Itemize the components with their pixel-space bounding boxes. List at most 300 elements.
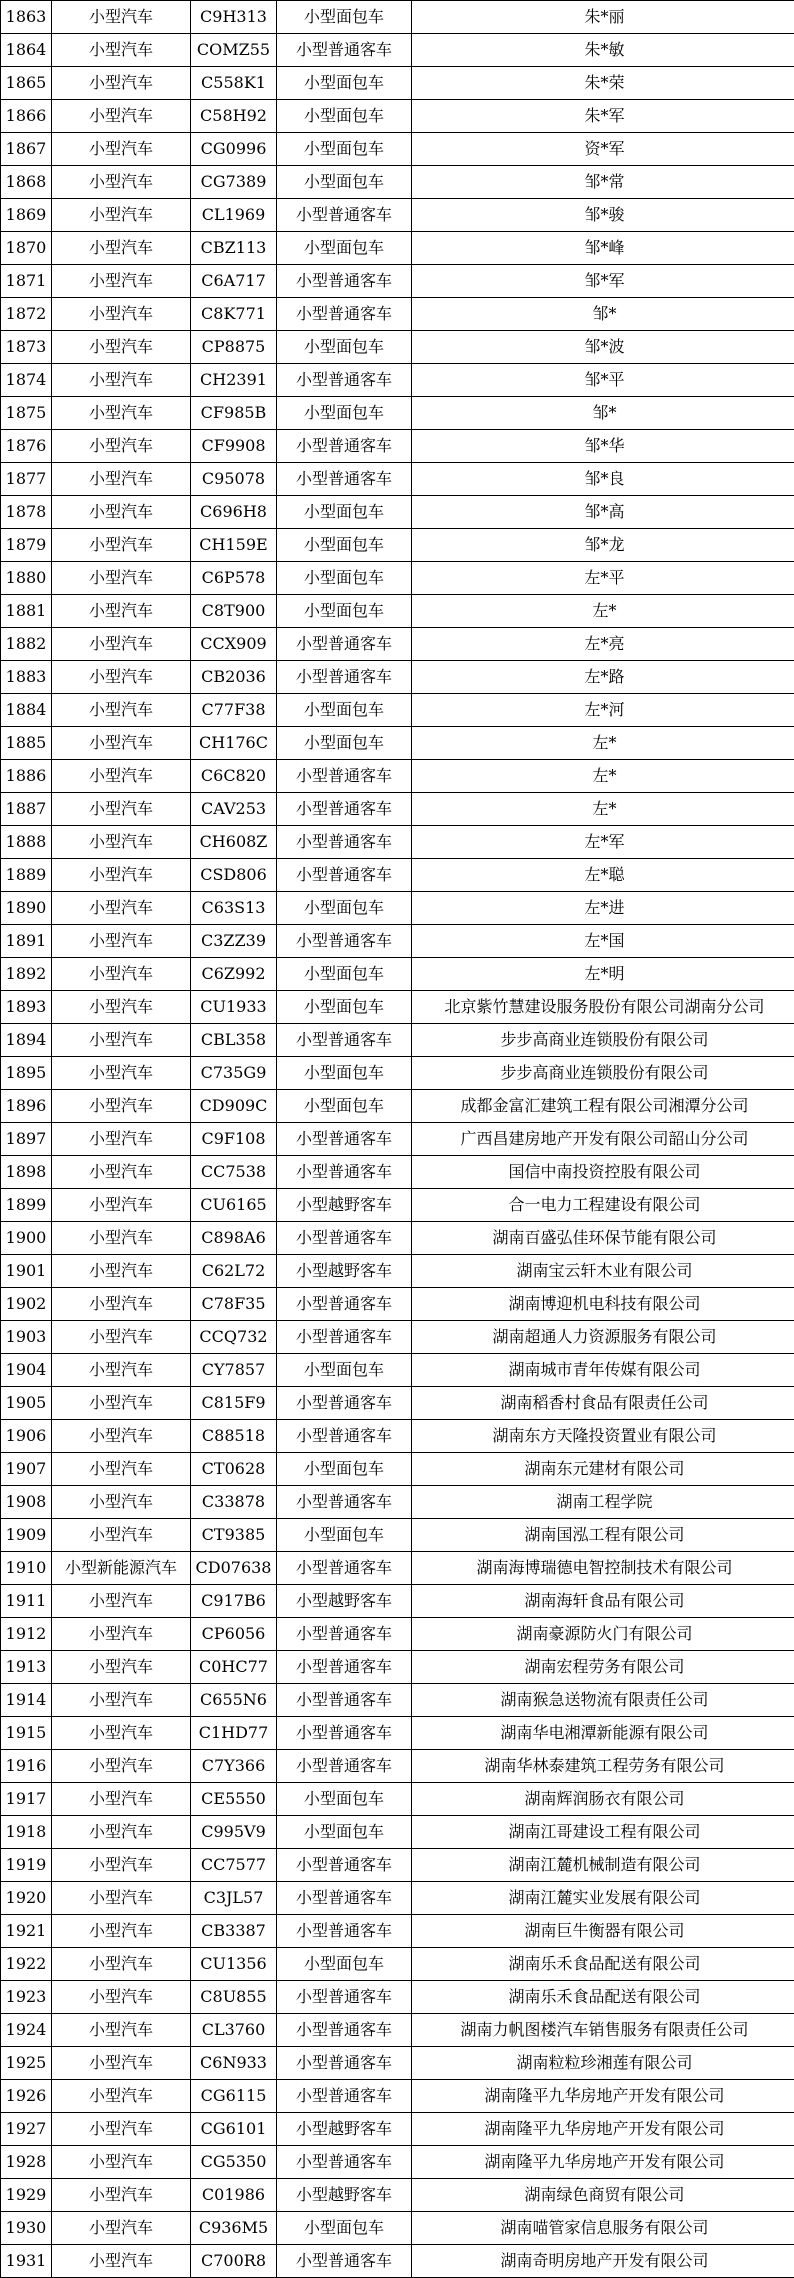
plate-number: CH608Z — [191, 826, 277, 859]
owner-name: 北京紫竹慧建设服务股份有限公司湖南分公司 — [412, 991, 794, 1024]
plate-number: C558K1 — [191, 67, 277, 100]
plate-number: CC7577 — [191, 1849, 277, 1882]
owner-name: 湖南隆平九华房地产开发有限公司 — [412, 2113, 794, 2146]
owner-name: 左*进 — [412, 892, 794, 925]
row-number: 1872 — [1, 298, 52, 331]
table-row — [1, 595, 794, 628]
row-number: 1907 — [1, 1453, 52, 1486]
row-number: 1882 — [1, 628, 52, 661]
vehicle-category: 小型汽车 — [52, 199, 191, 232]
vehicle-type: 小型普通客车 — [277, 1717, 412, 1750]
vehicle-category: 小型汽车 — [52, 1651, 191, 1684]
plate-number: C815F9 — [191, 1387, 277, 1420]
owner-name: 左*明 — [412, 958, 794, 991]
row-number: 1920 — [1, 1882, 52, 1915]
plate-number: CU1933 — [191, 991, 277, 1024]
row-number: 1884 — [1, 694, 52, 727]
owner-name: 广西昌建房地产开发有限公司韶山分公司 — [412, 1123, 794, 1156]
row-number: 1906 — [1, 1420, 52, 1453]
plate-number: CG6101 — [191, 2113, 277, 2146]
table-row — [1, 2080, 794, 2113]
table-row — [1, 463, 794, 496]
owner-name: 左*平 — [412, 562, 794, 595]
owner-name: 邹*峰 — [412, 232, 794, 265]
plate-number: CF985B — [191, 397, 277, 430]
plate-number: CD07638 — [191, 1552, 277, 1585]
row-number: 1893 — [1, 991, 52, 1024]
vehicle-type: 小型普通客车 — [277, 1981, 412, 2014]
vehicle-type: 小型面包车 — [277, 166, 412, 199]
table-row — [1, 100, 794, 133]
table-row — [1, 859, 794, 892]
row-number: 1911 — [1, 1585, 52, 1618]
table-row — [1, 166, 794, 199]
owner-name: 湖南绿色商贸有限公司 — [412, 2179, 794, 2212]
table-row — [1, 958, 794, 991]
owner-name: 湖南豪源防火门有限公司 — [412, 1618, 794, 1651]
row-number: 1924 — [1, 2014, 52, 2047]
vehicle-category: 小型汽车 — [52, 694, 191, 727]
table-row — [1, 67, 794, 100]
owner-name: 湖南超通人力资源服务有限公司 — [412, 1321, 794, 1354]
row-number: 1881 — [1, 595, 52, 628]
vehicle-category: 小型汽车 — [52, 2113, 191, 2146]
vehicle-type: 小型普通客车 — [277, 2047, 412, 2080]
table-row — [1, 1519, 794, 1552]
row-number: 1867 — [1, 133, 52, 166]
vehicle-category: 小型汽车 — [52, 1882, 191, 1915]
owner-name: 湖南粒粒珍湘莲有限公司 — [412, 2047, 794, 2080]
owner-name: 邹*华 — [412, 430, 794, 463]
vehicle-type: 小型普通客车 — [277, 265, 412, 298]
vehicle-category: 小型汽车 — [52, 430, 191, 463]
row-number: 1876 — [1, 430, 52, 463]
owner-name: 左*军 — [412, 826, 794, 859]
vehicle-category: 小型汽车 — [52, 1684, 191, 1717]
row-number: 1870 — [1, 232, 52, 265]
table-row — [1, 1717, 794, 1750]
plate-number: CT9385 — [191, 1519, 277, 1552]
vehicle-type: 小型普通客车 — [277, 1651, 412, 1684]
plate-number: CL1969 — [191, 199, 277, 232]
vehicle-type: 小型面包车 — [277, 1057, 412, 1090]
plate-number: C3JL57 — [191, 1882, 277, 1915]
vehicle-type: 小型普通客车 — [277, 2245, 412, 2278]
plate-number: C6A717 — [191, 265, 277, 298]
plate-number: CY7857 — [191, 1354, 277, 1387]
owner-name: 湖南猴急送物流有限责任公司 — [412, 1684, 794, 1717]
vehicle-type: 小型面包车 — [277, 595, 412, 628]
vehicle-type: 小型面包车 — [277, 958, 412, 991]
vehicle-category: 小型汽车 — [52, 1585, 191, 1618]
plate-number: C1HD77 — [191, 1717, 277, 1750]
row-number: 1880 — [1, 562, 52, 595]
vehicle-category: 小型汽车 — [52, 2080, 191, 2113]
vehicle-type: 小型面包车 — [277, 496, 412, 529]
table-row — [1, 991, 794, 1024]
vehicle-category: 小型汽车 — [52, 1717, 191, 1750]
plate-number: CAV253 — [191, 793, 277, 826]
table-row — [1, 925, 794, 958]
vehicle-category: 小型汽车 — [52, 1618, 191, 1651]
vehicle-type: 小型普通客车 — [277, 793, 412, 826]
table-row — [1, 1618, 794, 1651]
plate-number: C8T900 — [191, 595, 277, 628]
plate-number: CBL358 — [191, 1024, 277, 1057]
owner-name: 邹*军 — [412, 265, 794, 298]
plate-number: CCQ732 — [191, 1321, 277, 1354]
row-number: 1871 — [1, 265, 52, 298]
vehicle-type: 小型面包车 — [277, 331, 412, 364]
table-row — [1, 1354, 794, 1387]
vehicle-type: 小型普通客车 — [277, 298, 412, 331]
owner-name: 湖南乐禾食品配送有限公司 — [412, 1948, 794, 1981]
vehicle-category: 小型汽车 — [52, 496, 191, 529]
vehicle-category: 小型汽车 — [52, 1123, 191, 1156]
row-number: 1912 — [1, 1618, 52, 1651]
table-row — [1, 727, 794, 760]
vehicle-type: 小型越野客车 — [277, 2113, 412, 2146]
table-row — [1, 2179, 794, 2212]
vehicle-type: 小型面包车 — [277, 562, 412, 595]
plate-number: C62L72 — [191, 1255, 277, 1288]
vehicle-category: 小型汽车 — [52, 1057, 191, 1090]
row-number: 1910 — [1, 1552, 52, 1585]
vehicle-category: 小型汽车 — [52, 364, 191, 397]
owner-name: 湖南东元建材有限公司 — [412, 1453, 794, 1486]
plate-number: C3ZZ39 — [191, 925, 277, 958]
row-number: 1902 — [1, 1288, 52, 1321]
row-number: 1909 — [1, 1519, 52, 1552]
plate-number: C6N933 — [191, 2047, 277, 2080]
owner-name: 湖南宏程劳务有限公司 — [412, 1651, 794, 1684]
vehicle-type: 小型普通客车 — [277, 1882, 412, 1915]
table-row — [1, 1816, 794, 1849]
plate-number: CG6115 — [191, 2080, 277, 2113]
plate-number: CCX909 — [191, 628, 277, 661]
table-row — [1, 1750, 794, 1783]
table-row — [1, 331, 794, 364]
vehicle-type: 小型普通客车 — [277, 1486, 412, 1519]
table-row — [1, 1090, 794, 1123]
vehicle-type: 小型普通客车 — [277, 1156, 412, 1189]
row-number: 1900 — [1, 1222, 52, 1255]
vehicle-type: 小型越野客车 — [277, 1585, 412, 1618]
plate-number: CC7538 — [191, 1156, 277, 1189]
vehicle-type: 小型普通客车 — [277, 760, 412, 793]
vehicle-type: 小型普通客车 — [277, 199, 412, 232]
plate-number: CP8875 — [191, 331, 277, 364]
row-number: 1897 — [1, 1123, 52, 1156]
plate-number: C6C820 — [191, 760, 277, 793]
row-number: 1908 — [1, 1486, 52, 1519]
vehicle-type: 小型普通客车 — [277, 1222, 412, 1255]
vehicle-category: 小型汽车 — [52, 2047, 191, 2080]
vehicle-category: 小型汽车 — [52, 892, 191, 925]
vehicle-type: 小型普通客车 — [277, 1024, 412, 1057]
plate-number: C8U855 — [191, 1981, 277, 2014]
row-number: 1913 — [1, 1651, 52, 1684]
vehicle-category: 小型汽车 — [52, 595, 191, 628]
vehicle-category: 小型汽车 — [52, 1420, 191, 1453]
vehicle-type: 小型越野客车 — [277, 1255, 412, 1288]
plate-number: C9H313 — [191, 1, 277, 34]
vehicle-type: 小型面包车 — [277, 892, 412, 925]
row-number: 1888 — [1, 826, 52, 859]
vehicle-category: 小型汽车 — [52, 661, 191, 694]
table-row — [1, 793, 794, 826]
plate-number: C8K771 — [191, 298, 277, 331]
vehicle-category: 小型汽车 — [52, 1288, 191, 1321]
row-number: 1878 — [1, 496, 52, 529]
vehicle-category: 小型汽车 — [52, 1255, 191, 1288]
owner-name: 资*军 — [412, 133, 794, 166]
table-row — [1, 2014, 794, 2047]
vehicle-type: 小型普通客车 — [277, 628, 412, 661]
vehicle-category: 小型汽车 — [52, 2179, 191, 2212]
owner-name: 朱*敏 — [412, 34, 794, 67]
plate-number: C9F108 — [191, 1123, 277, 1156]
plate-number: C58H92 — [191, 100, 277, 133]
vehicle-type: 小型越野客车 — [277, 2179, 412, 2212]
vehicle-category: 小型汽车 — [52, 793, 191, 826]
table-row — [1, 1486, 794, 1519]
owner-name: 国信中南投资控股有限公司 — [412, 1156, 794, 1189]
owner-name: 湖南奇明房地产开发有限公司 — [412, 2245, 794, 2278]
vehicle-type: 小型面包车 — [277, 727, 412, 760]
owner-name: 湖南江哥建设工程有限公司 — [412, 1816, 794, 1849]
row-number: 1921 — [1, 1915, 52, 1948]
owner-name: 湖南江麓实业发展有限公司 — [412, 1882, 794, 1915]
row-number: 1890 — [1, 892, 52, 925]
vehicle-category: 小型汽车 — [52, 958, 191, 991]
vehicle-type: 小型普通客车 — [277, 1420, 412, 1453]
vehicle-type: 小型面包车 — [277, 1816, 412, 1849]
owner-name: 湖南华林泰建筑工程劳务有限公司 — [412, 1750, 794, 1783]
vehicle-category: 小型汽车 — [52, 1222, 191, 1255]
row-number: 1899 — [1, 1189, 52, 1222]
table-row — [1, 661, 794, 694]
row-number: 1929 — [1, 2179, 52, 2212]
vehicle-category: 小型汽车 — [52, 1024, 191, 1057]
owner-name: 湖南力帆图楼汽车销售服务有限责任公司 — [412, 2014, 794, 2047]
plate-number: C696H8 — [191, 496, 277, 529]
row-number: 1894 — [1, 1024, 52, 1057]
table-row — [1, 826, 794, 859]
vehicle-type: 小型普通客车 — [277, 463, 412, 496]
owner-name: 湖南海博瑞德电智控制技术有限公司 — [412, 1552, 794, 1585]
row-number: 1896 — [1, 1090, 52, 1123]
vehicle-category: 小型汽车 — [52, 1453, 191, 1486]
table-row — [1, 529, 794, 562]
plate-number: COMZ55 — [191, 34, 277, 67]
vehicle-category: 小型汽车 — [52, 298, 191, 331]
owner-name: 邹*波 — [412, 331, 794, 364]
plate-number: CBZ113 — [191, 232, 277, 265]
owner-name: 邹*骏 — [412, 199, 794, 232]
row-number: 1925 — [1, 2047, 52, 2080]
owner-name: 湖南乐禾食品配送有限公司 — [412, 1981, 794, 2014]
plate-number: C898A6 — [191, 1222, 277, 1255]
vehicle-type: 小型面包车 — [277, 2212, 412, 2245]
owner-name: 湖南隆平九华房地产开发有限公司 — [412, 2080, 794, 2113]
row-number: 1927 — [1, 2113, 52, 2146]
vehicle-type: 小型普通客车 — [277, 1288, 412, 1321]
table-row — [1, 1255, 794, 1288]
owner-name: 邹*平 — [412, 364, 794, 397]
owner-name: 成都金富汇建筑工程有限公司湘潭分公司 — [412, 1090, 794, 1123]
owner-name: 湖南东方天隆投资置业有限公司 — [412, 1420, 794, 1453]
vehicle-category: 小型汽车 — [52, 1354, 191, 1387]
row-number: 1905 — [1, 1387, 52, 1420]
plate-number: C63S13 — [191, 892, 277, 925]
table-row — [1, 1585, 794, 1618]
owner-name: 湖南稻香村食品有限责任公司 — [412, 1387, 794, 1420]
row-number: 1923 — [1, 1981, 52, 2014]
table-row — [1, 1189, 794, 1222]
vehicle-category: 小型汽车 — [52, 1, 191, 34]
table-row — [1, 2047, 794, 2080]
table-row — [1, 1651, 794, 1684]
owner-name: 湖南隆平九华房地产开发有限公司 — [412, 2146, 794, 2179]
table-row — [1, 2212, 794, 2245]
vehicle-category: 小型汽车 — [52, 1981, 191, 2014]
owner-name: 左*国 — [412, 925, 794, 958]
table-row — [1, 694, 794, 727]
vehicle-category: 小型汽车 — [52, 859, 191, 892]
vehicle-category: 小型汽车 — [52, 760, 191, 793]
vehicle-category: 小型汽车 — [52, 2146, 191, 2179]
vehicle-category: 小型汽车 — [52, 1486, 191, 1519]
plate-number: CU6165 — [191, 1189, 277, 1222]
plate-number: CG7389 — [191, 166, 277, 199]
vehicle-type: 小型面包车 — [277, 1519, 412, 1552]
plate-number: C655N6 — [191, 1684, 277, 1717]
plate-number: CG0996 — [191, 133, 277, 166]
owner-name: 左* — [412, 760, 794, 793]
vehicle-type: 小型面包车 — [277, 529, 412, 562]
table-row — [1, 2146, 794, 2179]
owner-name: 湖南华电湘潭新能源有限公司 — [412, 1717, 794, 1750]
row-number: 1922 — [1, 1948, 52, 1981]
table-row — [1, 1684, 794, 1717]
row-number: 1928 — [1, 2146, 52, 2179]
row-number: 1879 — [1, 529, 52, 562]
row-number: 1868 — [1, 166, 52, 199]
vehicle-type: 小型普通客车 — [277, 1684, 412, 1717]
row-number: 1866 — [1, 100, 52, 133]
vehicle-category: 小型汽车 — [52, 1156, 191, 1189]
plate-number: C0HC77 — [191, 1651, 277, 1684]
plate-number: CH176C — [191, 727, 277, 760]
plate-number: CB2036 — [191, 661, 277, 694]
vehicle-table-body — [1, 1, 794, 2278]
owner-name: 湖南博迎机电科技有限公司 — [412, 1288, 794, 1321]
vehicle-category: 小型汽车 — [52, 529, 191, 562]
row-number: 1891 — [1, 925, 52, 958]
table-row — [1, 760, 794, 793]
table-row — [1, 1948, 794, 1981]
table-row — [1, 232, 794, 265]
row-number: 1926 — [1, 2080, 52, 2113]
row-number: 1918 — [1, 1816, 52, 1849]
plate-number: CL3760 — [191, 2014, 277, 2047]
vehicle-type: 小型面包车 — [277, 397, 412, 430]
vehicle-category: 小型汽车 — [52, 2245, 191, 2278]
vehicle-type: 小型面包车 — [277, 1453, 412, 1486]
vehicle-type: 小型面包车 — [277, 694, 412, 727]
vehicle-type: 小型面包车 — [277, 232, 412, 265]
owner-name: 湖南海轩食品有限公司 — [412, 1585, 794, 1618]
row-number: 1903 — [1, 1321, 52, 1354]
vehicle-type: 小型面包车 — [277, 1948, 412, 1981]
vehicle-type: 小型面包车 — [277, 1, 412, 34]
table-row — [1, 265, 794, 298]
plate-number: C936M5 — [191, 2212, 277, 2245]
vehicle-category: 小型汽车 — [52, 826, 191, 859]
vehicle-type: 小型普通客车 — [277, 2146, 412, 2179]
plate-number: C33878 — [191, 1486, 277, 1519]
table-row — [1, 1915, 794, 1948]
vehicle-category: 小型汽车 — [52, 1519, 191, 1552]
vehicle-type: 小型普通客车 — [277, 1618, 412, 1651]
vehicle-type: 小型普通客车 — [277, 1123, 412, 1156]
plate-number: C7Y366 — [191, 1750, 277, 1783]
vehicle-type: 小型普通客车 — [277, 2080, 412, 2113]
owner-name: 湖南工程学院 — [412, 1486, 794, 1519]
vehicle-type: 小型普通客车 — [277, 1387, 412, 1420]
table-row — [1, 1783, 794, 1816]
table-row — [1, 1, 794, 34]
vehicle-type: 小型普通客车 — [277, 1915, 412, 1948]
row-number: 1889 — [1, 859, 52, 892]
vehicle-category: 小型汽车 — [52, 1783, 191, 1816]
vehicle-type: 小型普通客车 — [277, 661, 412, 694]
row-number: 1885 — [1, 727, 52, 760]
row-number: 1895 — [1, 1057, 52, 1090]
owner-name: 步步高商业连锁股份有限公司 — [412, 1024, 794, 1057]
row-number: 1873 — [1, 331, 52, 364]
owner-name: 邹* — [412, 298, 794, 331]
vehicle-type: 小型普通客车 — [277, 430, 412, 463]
owner-name: 朱*丽 — [412, 1, 794, 34]
vehicle-category: 小型汽车 — [52, 133, 191, 166]
owner-name: 湖南辉润肠衣有限公司 — [412, 1783, 794, 1816]
table-row — [1, 1222, 794, 1255]
vehicle-category: 小型汽车 — [52, 1849, 191, 1882]
plate-number: CP6056 — [191, 1618, 277, 1651]
owner-name: 湖南城市青年传媒有限公司 — [412, 1354, 794, 1387]
table-row — [1, 892, 794, 925]
table-row — [1, 1288, 794, 1321]
plate-number: CB3387 — [191, 1915, 277, 1948]
plate-number: CE5550 — [191, 1783, 277, 1816]
vehicle-type: 小型普通客车 — [277, 1849, 412, 1882]
row-number: 1869 — [1, 199, 52, 232]
vehicle-category: 小型汽车 — [52, 628, 191, 661]
vehicle-category: 小型新能源汽车 — [52, 1552, 191, 1585]
vehicle-category: 小型汽车 — [52, 397, 191, 430]
vehicle-category: 小型汽车 — [52, 331, 191, 364]
row-number: 1914 — [1, 1684, 52, 1717]
row-number: 1864 — [1, 34, 52, 67]
owner-name: 合一电力工程建设有限公司 — [412, 1189, 794, 1222]
table-row — [1, 2245, 794, 2278]
owner-name: 邹*龙 — [412, 529, 794, 562]
table-row — [1, 1552, 794, 1585]
table-row — [1, 1156, 794, 1189]
table-row — [1, 298, 794, 331]
